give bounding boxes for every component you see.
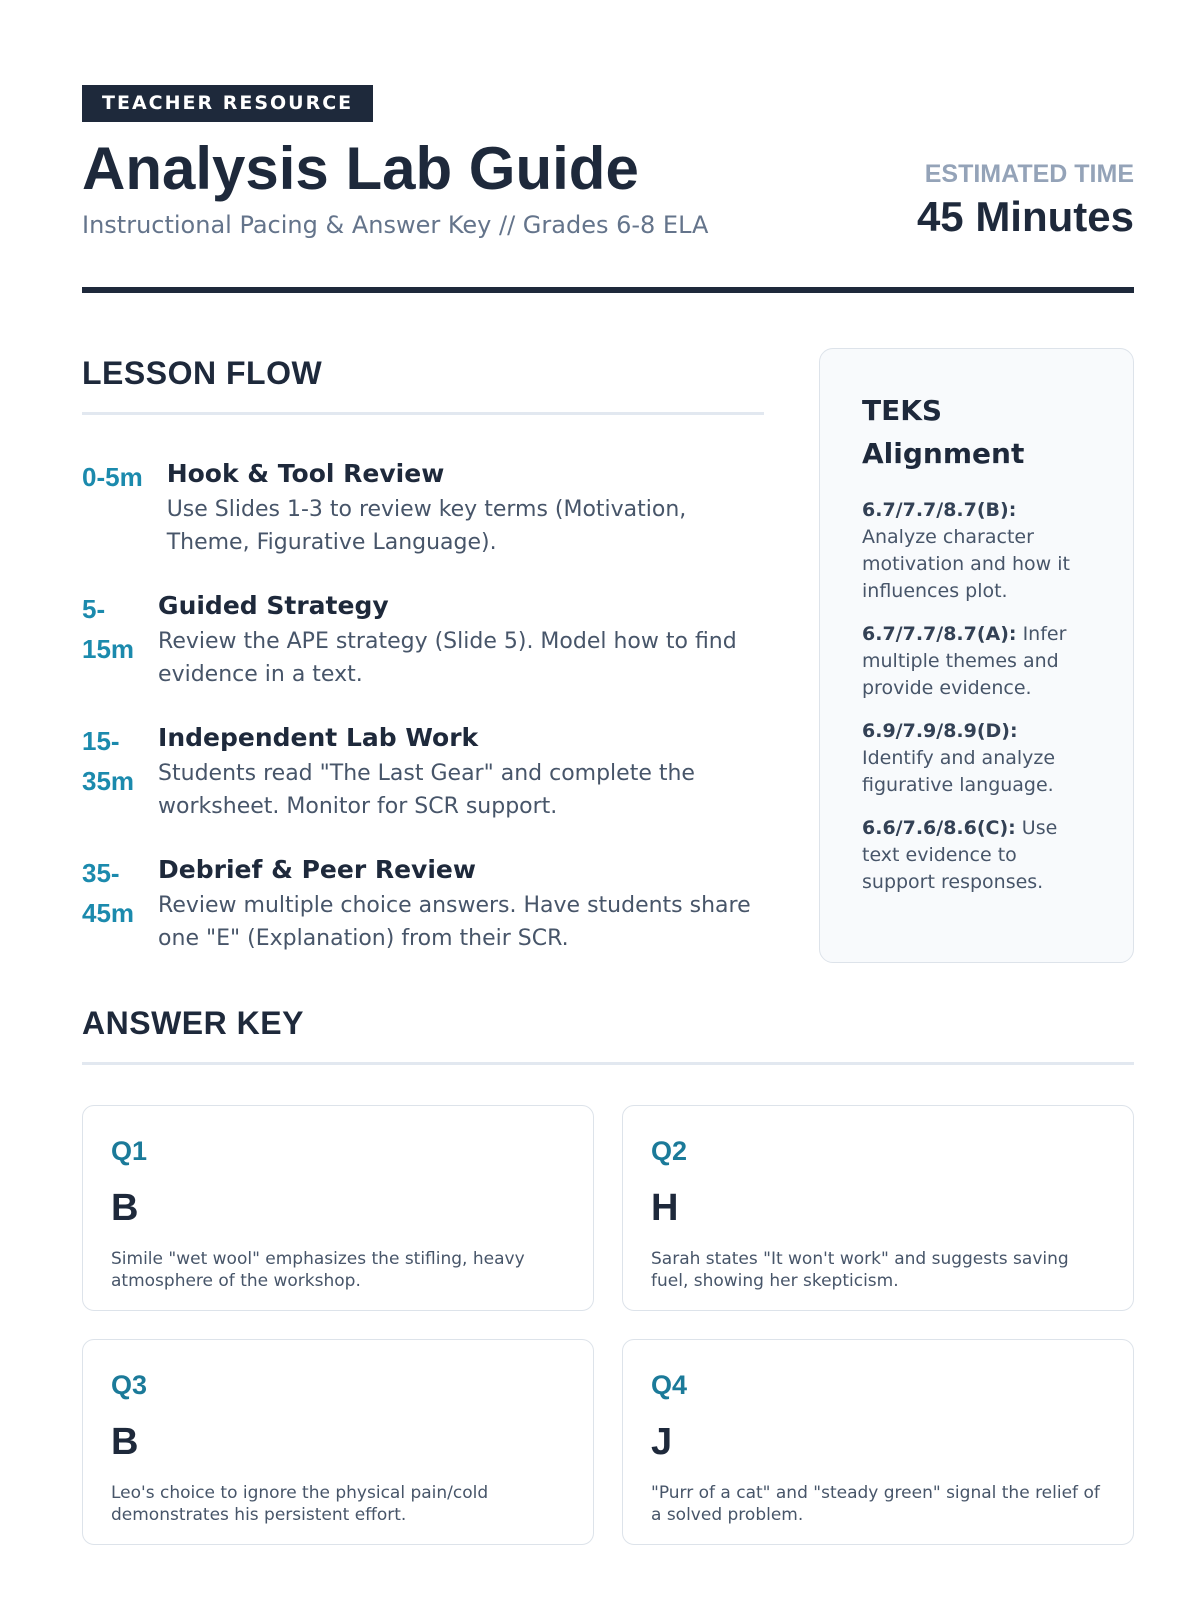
lesson-step xyxy=(82,721,764,823)
page-header xyxy=(82,85,1134,295)
teks-item xyxy=(862,718,1093,799)
answer-key-divider xyxy=(82,1062,1134,1065)
answer-letter: B xyxy=(111,1421,139,1463)
teks-code: 6.7/7.7/8.7(B): xyxy=(862,499,1017,521)
lesson-step xyxy=(82,457,764,559)
teks-item xyxy=(862,621,1093,702)
header-divider xyxy=(82,287,1134,293)
teks-code: 6.6/7.6/8.6(C): xyxy=(862,817,1016,839)
answer-key-heading: ANSWER KEY xyxy=(82,1005,304,1041)
lesson-flow-heading: LESSON FLOW xyxy=(82,355,323,391)
teks-text: Analyze character motivation and how it influences plot. xyxy=(862,526,1070,602)
lesson-flow-divider xyxy=(82,412,764,415)
step-description: Review the APE strategy (Slide 5). Model how to find evidence in a text. xyxy=(158,629,737,687)
estimated-time-label: ESTIMATED TIME xyxy=(924,160,1134,188)
answer-explanation: "Purr of a cat" and "steady green" signal the relief of a solved problem. xyxy=(651,1483,1100,1525)
lesson-step xyxy=(82,589,764,691)
question-number: Q3 xyxy=(111,1370,148,1400)
step-title: Debrief & Peer Review xyxy=(158,855,476,884)
step-time: 0-5m xyxy=(82,462,143,492)
step-body xyxy=(158,589,764,691)
step-title: Guided Strategy xyxy=(158,591,389,620)
step-body xyxy=(158,721,764,823)
estimated-time-value: 45 Minutes xyxy=(916,193,1134,240)
estimated-time xyxy=(917,160,1134,241)
answer-letter: H xyxy=(651,1187,679,1229)
page-title: Analysis Lab Guide xyxy=(82,135,639,202)
teks-code: 6.7/7.7/8.7(A): xyxy=(862,623,1017,645)
step-body xyxy=(158,853,764,955)
answer-explanation: Sarah states "It won't work" and suggests saving fuel, showing her skepticism. xyxy=(651,1249,1069,1291)
lesson-flow-section xyxy=(82,355,764,985)
answer-key-section xyxy=(82,1005,1134,1545)
page-subtitle: Instructional Pacing & Answer Key // Grades 6-8 ELA xyxy=(82,211,709,239)
step-body xyxy=(167,457,764,559)
answer-explanation: Simile "wet wool" emphasizes the stifling, heavy atmosphere of the workshop. xyxy=(111,1249,525,1291)
teks-code: 6.9/7.9/8.9(D): xyxy=(862,720,1018,742)
step-description: Students read "The Last Gear" and complete the worksheet. Monitor for SCR support. xyxy=(158,761,695,819)
teks-text: Use text evidence to support responses. xyxy=(862,817,1058,893)
lesson-step xyxy=(82,853,764,955)
guide-page xyxy=(82,85,1134,1525)
step-time: 35- 45m xyxy=(82,858,135,928)
teks-heading: TEKS Alignment xyxy=(862,394,1025,470)
lesson-steps xyxy=(82,457,764,955)
answer-letter: B xyxy=(111,1187,139,1229)
teks-text: Identify and analyze figurative language. xyxy=(862,747,1056,796)
step-description: Use Slides 1-3 to review key terms (Motivation, Theme, Figurative Language). xyxy=(166,497,687,555)
step-title: Independent Lab Work xyxy=(158,723,479,752)
answer-explanation: Leo's choice to ignore the physical pain/cold demonstrates his persistent effort. xyxy=(111,1483,489,1525)
question-number: Q1 xyxy=(111,1136,148,1166)
question-number: Q4 xyxy=(651,1370,688,1400)
answer-letter: J xyxy=(651,1421,673,1463)
step-time: 5- 15m xyxy=(82,594,135,664)
answer-card xyxy=(82,1105,594,1311)
answer-card xyxy=(622,1339,1134,1545)
step-time: 15- 35m xyxy=(82,726,135,796)
teks-item xyxy=(862,815,1093,896)
teks-item xyxy=(862,497,1093,605)
teks-alignment-panel xyxy=(819,348,1134,963)
teacher-resource-badge: TEACHER RESOURCE xyxy=(82,85,373,122)
answer-grid xyxy=(82,1105,1134,1545)
step-description: Review multiple choice answers. Have students share one "E" (Explanation) from their SCR. xyxy=(158,893,751,951)
question-number: Q2 xyxy=(651,1136,688,1166)
answer-card xyxy=(622,1105,1134,1311)
step-title: Hook & Tool Review xyxy=(166,459,445,488)
teks-text: Infer multiple themes and provide evidence. xyxy=(862,623,1067,699)
answer-card xyxy=(82,1339,594,1545)
